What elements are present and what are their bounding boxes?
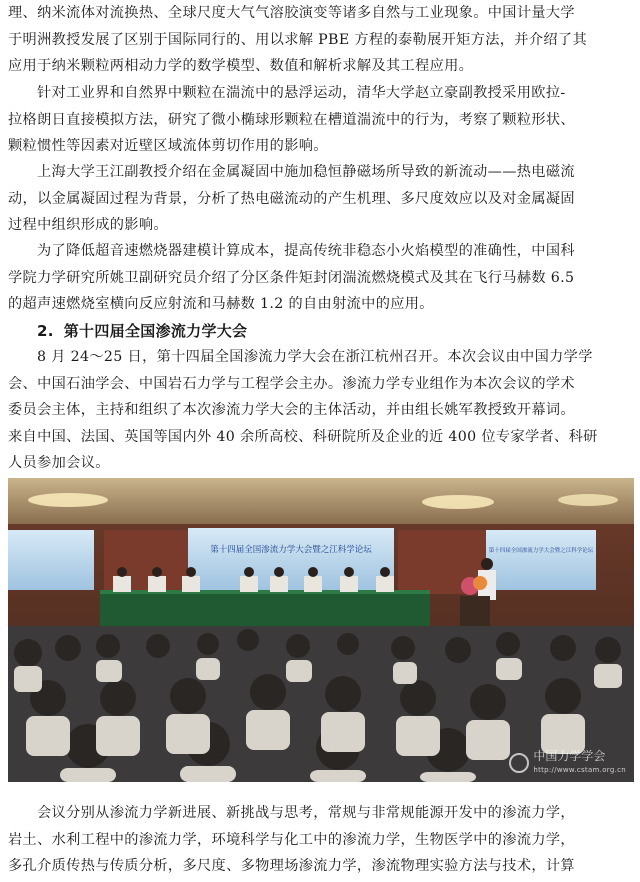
- photo-watermark: [509, 750, 626, 776]
- head-table: [100, 592, 430, 626]
- text-line: 岩土、水利工程中的渗流力学，环境科学与化工中的渗流力学，生物医学中的渗流力学，: [8, 831, 575, 848]
- text-line: 会、中国石油学会、中国岩石力学与工程学会主办。渗流力学专业组作为本次会议的学术: [8, 375, 575, 392]
- main-screen: [188, 528, 394, 590]
- text-line: 会议分别从渗流力学新进展、新挑战与思考，常规与非常规能源开发中的渗流力学，: [37, 805, 575, 821]
- screen-banner-right: 第十四届全国渗流力学大会暨之江科学论坛: [488, 548, 594, 554]
- paragraph-2: [8, 80, 634, 160]
- text-line: 针对工业界和自然界中颗粒在湍流中的悬浮运动，清华大学赵立豪副教授采用欧拉-: [37, 85, 566, 101]
- text-line: 学院力学研究所姚卫副研究员介绍了分区条件矩封闭湍流燃烧模式及其在飞行马赫数 6.5: [8, 269, 575, 286]
- cstam-logo-icon: [509, 753, 529, 773]
- text-line: 上海大学王江副教授介绍在金属凝固中施加稳恒静磁场所导致的新流动——热电磁流: [37, 164, 575, 180]
- text-line: 为了降低超音速燃烧器建模计算成本，提高传统非稳态小火焰模型的准确性，中国科: [37, 243, 575, 259]
- text-line: 来自中国、法国、英国等国内外 40 余所高校、科研院所及企业的近 400 位专家学者、科研: [8, 428, 598, 445]
- text-line: 动，以金属凝固过程为背景，分析了热电磁流动的产生机理、多尺度效应以及对金属凝固: [8, 190, 575, 207]
- paragraph-4: [8, 238, 634, 318]
- text-line: 人员参加会议。: [8, 455, 110, 472]
- watermark-text: 中国力学学会: [533, 749, 606, 763]
- text-line: 于明洲教授发展了区别于国际同行的、用以求解 PBE 方程的泰勒展开矩方法，并介绍了其: [8, 31, 587, 48]
- section-number: 2.: [37, 322, 54, 340]
- text-line: 颗粒惯性等因素对近壁区域流体剪切作用的影响。: [8, 138, 328, 155]
- text-line: 拉格朗日直接模拟方法，研究了微小椭球形颗粒在槽道湍流中的行为，考察了颗粒形状、: [8, 111, 575, 128]
- text-line: 委员会主体，主持和组织了本次渗流力学大会的主体活动，并由组长姚军教授致开幕词。: [8, 402, 575, 419]
- screen-banner: 第十四届全国渗流力学大会暨之江科学论坛: [210, 545, 372, 555]
- paragraph-5: [8, 344, 634, 477]
- side-screen-left: [8, 530, 94, 590]
- text-line: 的超声速燃烧室横向反应射流和马赫数 1.2 的自由射流中的应用。: [8, 296, 434, 313]
- text-line: 理、纳米流体对流换热、全球尺度大气气溶胶演变等诸多自然与工业现象。中国计量大学: [8, 5, 575, 21]
- paragraph-6: [8, 800, 634, 880]
- section-heading: [37, 318, 247, 344]
- conference-photo: [8, 478, 634, 782]
- watermark-url: http://www.cstam.org.cn: [533, 766, 626, 774]
- text-line: 应用于纳米颗粒两相动力学的数学模型、数值和解析求解及其工程应用。: [8, 58, 474, 75]
- text-line: 过程中组织形成的影响。: [8, 217, 168, 234]
- paragraph-1: [8, 0, 634, 80]
- text-line: 8 月 24～25 日，第十四届全国渗流力学大会在浙江杭州召开。本次会议由中国力学学: [37, 349, 593, 365]
- text-line: 多孔介质传热与传质分析，多尺度、多物理场渗流力学，渗流物理实验方法与技术，计算: [8, 858, 575, 875]
- section-title: 第十四届全国渗流力学大会: [63, 322, 248, 340]
- paragraph-3: [8, 159, 634, 239]
- side-screen-right: [486, 530, 596, 590]
- conference-photo-illustration: [8, 478, 634, 782]
